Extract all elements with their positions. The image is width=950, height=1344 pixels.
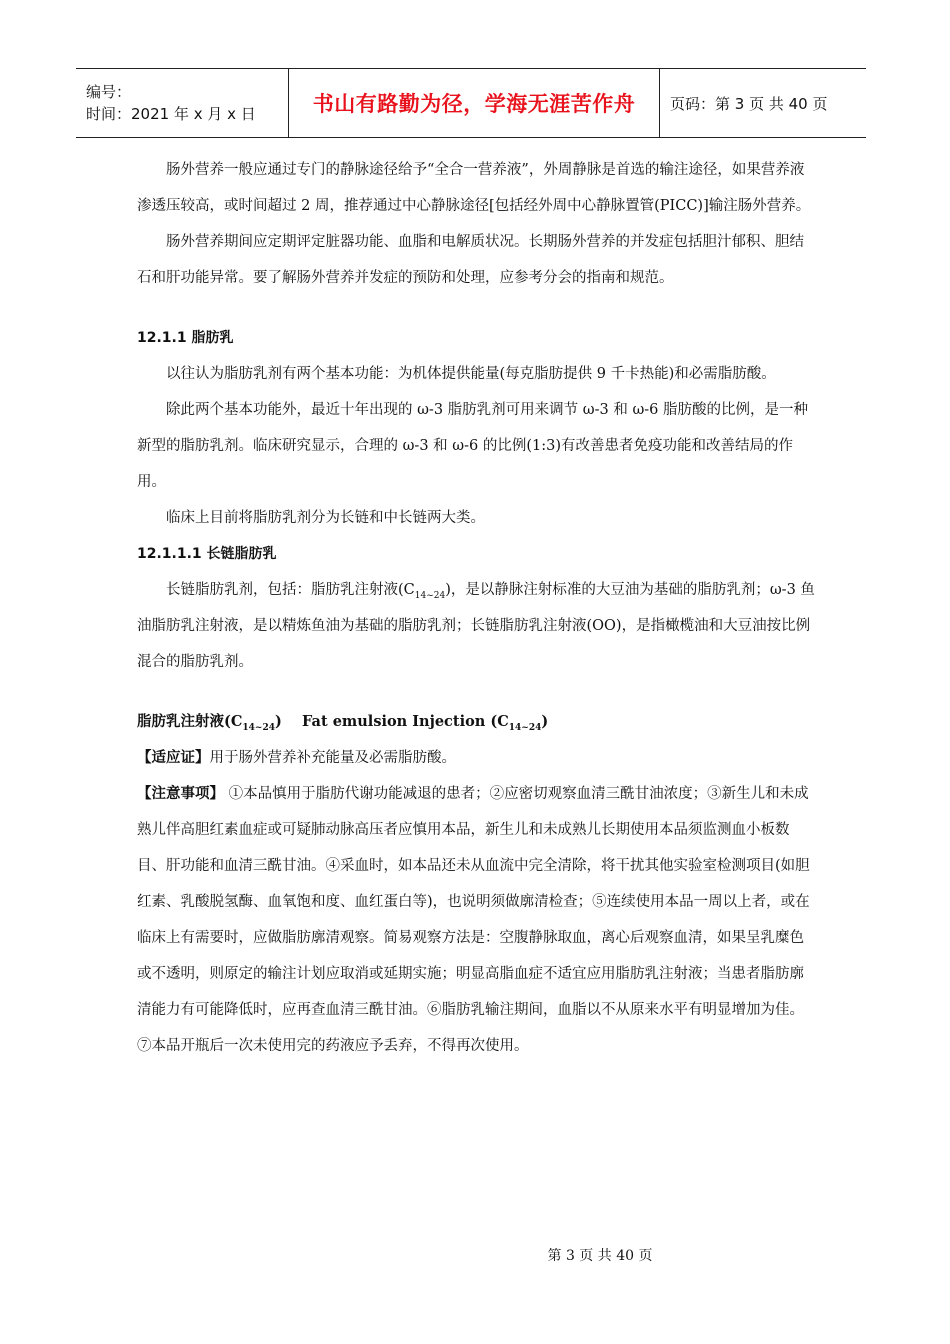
para6-part-a: 长链脂肪乳剂，包括：脂肪乳注射液(C <box>166 582 415 598</box>
caution-label: 【注意事项】 <box>137 785 224 802</box>
cautions <box>137 776 817 1064</box>
indication <box>137 740 817 776</box>
para6-part-b: )，是以静脉注射标准的大豆油为基础的脂肪乳剂；ω-3 鱼油脂肪乳注射液，是以精炼鱼油为基础的脂肪乳剂；长链脂肪乳注射液(OO)，是指橄榄油和大豆油按比例混合的脂肪乳剂。 <box>137 582 815 670</box>
header-motto: 书山有路勤为径，学海无涯苦作舟 <box>312 92 636 116</box>
section-heading-12-1-1-1: 12.1.1.1 长链脂肪乳 <box>137 546 277 562</box>
para6-subscript: 14~24 <box>414 590 446 601</box>
drug-title-sub2: 14~24 <box>508 722 542 733</box>
time-line: 时间：2021 年 x 月 x 日 <box>86 105 256 123</box>
code-label: 编号： <box>86 83 132 101</box>
footer-page-number: 第 3 页 共 40 页 <box>547 1248 653 1264</box>
section-heading-12-1-1: 12.1.1 脂肪乳 <box>137 330 234 346</box>
drug-title-c: ) <box>541 713 549 730</box>
caution-text: ①本品慎用于脂肪代谢功能减退的患者；②应密切观察血清三酰甘油浓度；③新生儿和未成熟儿伴高胆红素血症或可疑肺动脉高压者应慎用本品，新生儿和未成熟儿长期使用本品须监测血小板数目、肝功能和血清三酰甘油。④采血时，如本品还未从血流中完全清除，将干扰其他实验室检测项目(如胆红素、乳酸脱氢酶、血氧饱和度、血红蛋白等)，也说明须做廓清检查；⑤连续使用本品一周以上者，或在临床上有需要时，应做脂肪廓清观察。简易观察方法是：空腹静脉取血，离心后观察血清，如果呈乳糜色或不透明，则原定的输注计划应取消或延期实施；明显高脂血症不适宜应用脂肪乳注射液；当患者脂肪廓清能力有可能降低时，应再查血清三酰甘油。⑥脂肪乳输注期间，血脂以不从原来水平有明显增加为佳。⑦本品开瓶后一次未使用完的药液应予丢弃，不得再次使用。 <box>137 786 810 1054</box>
header-left <box>76 69 289 137</box>
indication-label: 【适应证】 <box>137 749 210 766</box>
paragraph-3: 以往认为脂肪乳剂有两个基本功能：为机体提供能量(每克脂肪提供 9 千卡热能)和必需脂肪酸。 <box>166 366 776 382</box>
indication-text: 用于肠外营养补充能量及必需脂肪酸。 <box>209 750 456 766</box>
paragraph-5: 临床上目前将脂肪乳剂分为长链和中长链两大类。 <box>166 510 485 526</box>
paragraph-2: 肠外营养期间应定期评定脏器功能、血脂和电解质状况。长期肠外营养的并发症包括胆汁郁积、胆结石和肝功能异常。要了解肠外营养并发症的预防和处理，应参考分会的指南和规范。 <box>137 234 804 286</box>
document-body <box>137 152 817 1064</box>
drug-title-b: ) Fat emulsion Injection (C <box>275 713 509 730</box>
paragraph-6 <box>137 572 817 680</box>
header-page-info: 页码：第 3 页 共 40 页 <box>670 94 828 113</box>
page-header <box>76 68 866 138</box>
paragraph-4: 除此两个基本功能外，最近十年出现的 ω-3 脂肪乳剂可用来调节 ω-3 和 ω-6 脂肪酸的比例，是一种新型的脂肪乳剂。临床研究显示，合理的 ω-3 和 ω-6 的比例(1:3)有改善患者免疫功能和改善结局的作用。 <box>137 402 808 490</box>
header-motto-cell <box>289 69 660 137</box>
drug-title <box>137 704 817 740</box>
page-footer <box>0 1245 950 1265</box>
drug-title-sub1: 14~24 <box>242 722 275 733</box>
paragraph-1: 肠外营养一般应通过专门的静脉途径给予“全合一营养液”，外周静脉是首选的输注途径，如果营养液渗透压较高，或时间超过 2 周，推荐通过中心静脉途径[包括经外周中心静脉置管(PICC)]输注肠外营养。 <box>137 162 811 214</box>
drug-title-a: 脂肪乳注射液(C <box>137 713 243 730</box>
